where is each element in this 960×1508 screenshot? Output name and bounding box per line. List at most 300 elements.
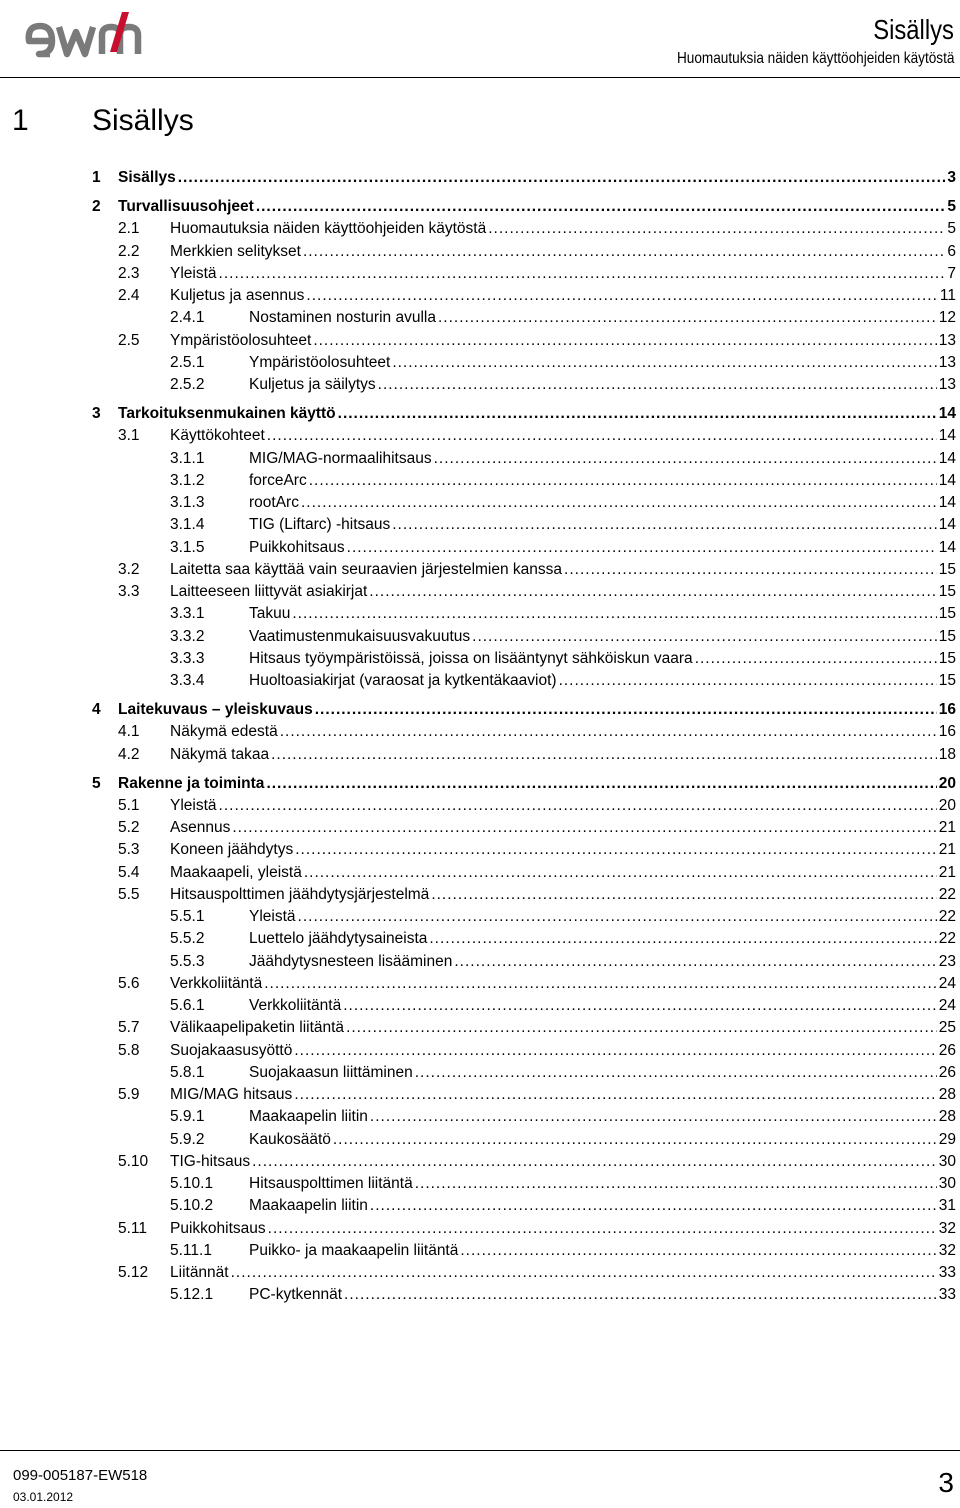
toc-dot-leader bbox=[268, 1219, 937, 1238]
toc-entry-number: 5.10.2 bbox=[170, 1197, 214, 1215]
header-title: Sisällys bbox=[873, 14, 954, 45]
toc-entry-line bbox=[249, 308, 956, 327]
toc-entry-title: Yleistä bbox=[170, 264, 217, 282]
toc-dot-leader bbox=[280, 722, 937, 741]
toc-entry-page: 32 bbox=[938, 1219, 956, 1237]
toc-entry-number: 5.1 bbox=[118, 796, 140, 814]
toc-entry-title: Merkkien selitykset bbox=[170, 242, 301, 260]
logo-text: ewm bbox=[92, 57, 95, 58]
toc-entry-number: 5.2 bbox=[118, 819, 140, 836]
toc-entry-title: Asennus bbox=[170, 819, 231, 836]
toc-entry-title: rootArc bbox=[249, 494, 299, 511]
toc-entry-line bbox=[170, 818, 956, 837]
toc-entry-line bbox=[170, 331, 956, 350]
toc-entry-number: 4.2 bbox=[118, 745, 140, 763]
toc-entry-number: 3.3.3 bbox=[170, 649, 205, 667]
toc-dot-leader bbox=[454, 952, 936, 971]
toc-entry-number: 5.5.1 bbox=[170, 908, 205, 925]
toc-entry-number: 5.6 bbox=[118, 974, 140, 992]
toc-entry-number: 5.6.1 bbox=[170, 997, 205, 1014]
toc-entry-page: 15 bbox=[938, 649, 956, 667]
toc-entry-page: 31 bbox=[938, 1197, 956, 1215]
toc-entry-page: 30 bbox=[938, 1152, 956, 1170]
toc-dot-leader bbox=[303, 242, 945, 261]
toc-entry-number: 5.9.2 bbox=[170, 1130, 205, 1148]
toc-entry[interactable] bbox=[0, 625, 960, 647]
toc-dot-leader bbox=[306, 286, 937, 305]
toc-entry-page: 13 bbox=[938, 376, 956, 393]
toc-entry-title: MIG/MAG-normaalihitsaus bbox=[249, 449, 432, 467]
toc-entry-page: 14 bbox=[938, 538, 956, 556]
chapter-title: Sisällys bbox=[92, 104, 194, 137]
toc-entry[interactable] bbox=[0, 284, 960, 306]
toc-entry-number: 3.3.2 bbox=[170, 627, 205, 645]
toc-entry-title: forceArc bbox=[249, 471, 307, 489]
toc-dot-leader bbox=[292, 604, 936, 623]
toc-entry-number: 3.3.4 bbox=[170, 672, 205, 689]
toc-entry-page: 14 bbox=[938, 471, 956, 489]
toc-entry-page: 23 bbox=[938, 952, 956, 970]
toc-entry-title: Puikko- ja maakaapelin liitäntä bbox=[249, 1241, 459, 1259]
toc-entry-line bbox=[249, 671, 956, 690]
toc-entry-title: Jäähdytysnesteen lisääminen bbox=[249, 952, 453, 970]
toc-entry-line bbox=[249, 604, 956, 623]
toc-entry-page: 14 bbox=[938, 405, 956, 422]
toc-entry-page: 29 bbox=[938, 1130, 956, 1148]
toc-entry-title: Sisällys bbox=[118, 169, 176, 186]
toc-entry-line bbox=[170, 264, 956, 283]
toc-entry-line bbox=[249, 1130, 956, 1149]
toc-entry-number: 2.4 bbox=[118, 287, 140, 304]
toc-entry-number: 5.12 bbox=[118, 1264, 149, 1281]
toc-entry[interactable] bbox=[0, 794, 960, 816]
toc-entry-title: Laitetta saa käyttää vain seuraavien järjestelmien kanssa bbox=[170, 560, 563, 578]
toc-entry[interactable] bbox=[0, 306, 960, 328]
toc-entry-line bbox=[249, 375, 956, 394]
toc-entry-line bbox=[249, 538, 956, 557]
toc-dot-leader bbox=[438, 308, 937, 327]
toc-entry-line bbox=[249, 907, 956, 926]
toc-dot-leader bbox=[460, 1241, 936, 1260]
toc-entry[interactable] bbox=[0, 743, 960, 765]
toc-dot-leader bbox=[344, 1285, 937, 1304]
toc-entry-line bbox=[249, 1241, 956, 1260]
toc-entry-title: Huoltoasiakirjat (varaosat ja kytkentäkaaviot) bbox=[249, 672, 557, 689]
toc-entry-line bbox=[170, 286, 956, 305]
toc-entry-line bbox=[170, 426, 956, 445]
toc-entry[interactable] bbox=[0, 195, 960, 217]
toc-entry[interactable] bbox=[0, 558, 960, 580]
toc-entry[interactable] bbox=[0, 1172, 960, 1194]
toc-entry[interactable] bbox=[0, 1239, 960, 1261]
toc-entry-page: 20 bbox=[938, 774, 956, 792]
toc-entry[interactable] bbox=[0, 329, 960, 351]
toc-entry[interactable] bbox=[0, 447, 960, 469]
toc-entry-number: 1 bbox=[92, 169, 101, 186]
toc-dot-leader bbox=[295, 840, 937, 859]
toc-entry-number: 5.7 bbox=[118, 1019, 140, 1037]
toc-entry[interactable] bbox=[0, 905, 960, 927]
toc-entry-page: 24 bbox=[938, 997, 956, 1014]
toc-entry-title: Hitsauspolttimen jäähdytysjärjestelmä bbox=[170, 885, 430, 903]
toc-entry-line bbox=[118, 700, 956, 719]
toc-entry-title: Huomautuksia näiden käyttöohjeiden käytöstä bbox=[170, 220, 487, 238]
toc-entry-line bbox=[118, 404, 956, 423]
toc-entry-page: 5 bbox=[947, 198, 956, 215]
toc-entry[interactable] bbox=[0, 698, 960, 720]
toc-entry[interactable] bbox=[0, 647, 960, 669]
toc-entry[interactable] bbox=[0, 927, 960, 949]
toc-dot-leader bbox=[338, 404, 937, 423]
toc-entry-number: 2.5.1 bbox=[170, 353, 205, 371]
toc-entry[interactable] bbox=[0, 994, 960, 1016]
toc-entry-page: 15 bbox=[938, 605, 956, 623]
toc-entry-line bbox=[249, 1196, 956, 1215]
toc-entry-title: Kuljetus ja asennus bbox=[170, 287, 305, 304]
toc-entry-title: MIG/MAG hitsaus bbox=[170, 1086, 293, 1103]
footer-date: 03.01.2012 bbox=[13, 1490, 74, 1504]
header-subtitle: Huomautuksia näiden käyttöohjeiden käytöstä bbox=[676, 50, 954, 67]
toc-entry-page: 14 bbox=[938, 427, 956, 445]
toc-entry-number: 4.1 bbox=[118, 723, 140, 741]
toc-entry-page: 3 bbox=[947, 169, 956, 186]
toc-entry[interactable] bbox=[0, 351, 960, 373]
toc-entry-line bbox=[249, 952, 956, 971]
toc-entry[interactable] bbox=[0, 602, 960, 624]
toc-dot-leader bbox=[232, 818, 936, 837]
toc-entry[interactable] bbox=[0, 513, 960, 535]
toc-entry-page: 22 bbox=[938, 908, 956, 925]
toc-entry-number: 5.8.1 bbox=[170, 1063, 205, 1081]
toc-entry-title: Puikkohitsaus bbox=[170, 1219, 266, 1237]
toc-dot-leader bbox=[219, 264, 946, 283]
toc-entry-page: 13 bbox=[938, 353, 956, 371]
toc-entry[interactable] bbox=[0, 816, 960, 838]
toc-entry-line bbox=[249, 1107, 956, 1126]
toc-entry-number: 5.10 bbox=[118, 1152, 149, 1170]
toc-entry-number: 3.1.4 bbox=[170, 516, 205, 534]
toc-entry-number: 5.4 bbox=[118, 863, 140, 881]
toc-entry-page: 5 bbox=[947, 220, 956, 238]
toc-dot-leader bbox=[333, 1130, 937, 1149]
toc-entry[interactable] bbox=[0, 166, 960, 188]
toc-entry-title: Välikaapelipaketin liitäntä bbox=[170, 1019, 345, 1037]
toc-entry-number: 2.1 bbox=[118, 220, 140, 238]
toc-entry-number: 3.1 bbox=[118, 427, 140, 445]
toc-entry-title: Hitsauspolttimen liitäntä bbox=[249, 1175, 413, 1192]
toc-entry-line bbox=[249, 449, 956, 468]
toc-entry-title: Ympäristöolosuhteet bbox=[170, 331, 312, 349]
toc-entry-number: 3.1.2 bbox=[170, 471, 205, 489]
toc-entry-line bbox=[170, 1263, 956, 1282]
toc-entry-line bbox=[170, 974, 956, 993]
toc-entry-line bbox=[170, 242, 956, 261]
toc-entry-title: Hitsaus työympäristöissä, joissa on lisääntynyt sähköiskun vaara bbox=[249, 649, 693, 667]
toc-entry-line bbox=[170, 582, 956, 601]
toc-entry-title: Verkkoliitäntä bbox=[249, 997, 342, 1014]
toc-entry[interactable] bbox=[0, 580, 960, 602]
toc-entry-title: Yleistä bbox=[249, 908, 296, 925]
toc-entry-page: 28 bbox=[938, 1108, 956, 1126]
toc-dot-leader bbox=[346, 1018, 937, 1037]
toc-entry[interactable] bbox=[0, 838, 960, 860]
toc-entry-page: 13 bbox=[938, 331, 956, 349]
toc-entry-number: 5.8 bbox=[118, 1041, 140, 1059]
toc-entry-title: TIG-hitsaus bbox=[170, 1152, 251, 1170]
toc-entry-line bbox=[170, 1085, 956, 1104]
toc-entry-title: Kaukosäätö bbox=[249, 1130, 331, 1148]
toc-entry[interactable] bbox=[0, 1150, 960, 1172]
toc-dot-leader bbox=[347, 538, 937, 557]
toc-entry-number: 2 bbox=[92, 198, 101, 215]
toc-dot-leader bbox=[315, 700, 937, 719]
toc-entry-line bbox=[249, 1174, 956, 1193]
toc-entry-line bbox=[170, 1152, 956, 1171]
header-divider bbox=[0, 77, 960, 78]
toc-entry-line bbox=[249, 1063, 956, 1082]
toc-entry-number: 5.11.1 bbox=[170, 1241, 212, 1259]
toc-entry-number: 2.4.1 bbox=[170, 309, 205, 327]
toc-entry-page: 26 bbox=[938, 1063, 956, 1081]
toc-entry-title: Maakaapeli, yleistä bbox=[170, 863, 302, 881]
toc-entry-line bbox=[118, 197, 956, 216]
toc-entry-title: Suojakaasun liittäminen bbox=[249, 1063, 413, 1081]
toc-entry-title: Nostaminen nosturin avulla bbox=[249, 309, 436, 327]
toc-entry-page: 21 bbox=[938, 841, 956, 859]
toc-entry-line bbox=[170, 863, 956, 882]
toc-entry-title: Näkymä edestä bbox=[170, 723, 278, 741]
toc-entry-line bbox=[118, 774, 956, 793]
toc-entry[interactable] bbox=[0, 972, 960, 994]
toc-entry-number: 2.5 bbox=[118, 331, 140, 349]
toc-entry-number: 3.1.3 bbox=[170, 494, 205, 511]
toc-dot-leader bbox=[488, 219, 945, 238]
toc-entry-title: Näkymä takaa bbox=[170, 745, 270, 763]
toc-entry-title: Vaatimustenmukaisuusvakuutus bbox=[249, 627, 471, 645]
toc-entry-number: 3.3 bbox=[118, 583, 140, 600]
toc-dot-leader bbox=[431, 885, 936, 904]
toc-entry-page: 16 bbox=[938, 701, 956, 718]
toc-entry-title: Tarkoituksenmukainen käyttö bbox=[118, 405, 336, 422]
toc-entry-number: 5.9 bbox=[118, 1086, 140, 1103]
toc-entry[interactable] bbox=[0, 1128, 960, 1150]
toc-dot-leader bbox=[256, 197, 946, 216]
toc-dot-leader bbox=[343, 996, 937, 1015]
toc-entry-line bbox=[170, 796, 956, 815]
toc-entry[interactable] bbox=[0, 669, 960, 691]
toc-entry-page: 26 bbox=[938, 1041, 956, 1059]
toc-entry-page: 30 bbox=[938, 1175, 956, 1192]
toc-entry-page: 32 bbox=[938, 1241, 956, 1259]
toc-entry-line bbox=[249, 649, 956, 668]
toc-entry-line bbox=[170, 219, 956, 238]
toc-entry[interactable] bbox=[0, 373, 960, 395]
ewm-logo bbox=[22, 8, 162, 58]
toc-entry-title: Laitteeseen liittyvät asiakirjat bbox=[170, 583, 368, 600]
toc-entry-number: 5.11 bbox=[118, 1219, 148, 1237]
toc-entry-page: 25 bbox=[938, 1019, 956, 1037]
toc-entry[interactable] bbox=[0, 1016, 960, 1038]
toc-entry-title: Puikkohitsaus bbox=[249, 538, 345, 556]
toc-entry-page: 22 bbox=[938, 885, 956, 903]
toc-entry-page: 14 bbox=[938, 494, 956, 511]
toc-dot-leader bbox=[267, 426, 937, 445]
toc-entry-page: 7 bbox=[947, 264, 956, 282]
toc-entry[interactable] bbox=[0, 720, 960, 742]
toc-entry-page: 6 bbox=[947, 242, 956, 260]
toc-dot-leader bbox=[564, 560, 937, 579]
toc-entry[interactable] bbox=[0, 950, 960, 972]
toc-dot-leader bbox=[264, 974, 937, 993]
toc-dot-leader bbox=[231, 1263, 937, 1282]
toc-entry-page: 11 bbox=[939, 287, 956, 304]
toc-entry-title: Käyttökohteet bbox=[170, 427, 265, 445]
toc-entry-line bbox=[170, 1018, 956, 1037]
toc-entry-number: 5 bbox=[92, 774, 101, 792]
toc-entry[interactable] bbox=[0, 469, 960, 491]
toc-entry-number: 3.1.1 bbox=[170, 449, 205, 467]
toc-entry-line bbox=[249, 471, 956, 490]
toc-dot-leader bbox=[309, 471, 937, 490]
toc-entry-page: 21 bbox=[938, 819, 956, 836]
toc-dot-leader bbox=[429, 929, 936, 948]
toc-entry-line bbox=[170, 1219, 956, 1238]
toc-dot-leader bbox=[559, 671, 937, 690]
toc-entry-title: Koneen jäähdytys bbox=[170, 841, 294, 859]
toc-entry-title: Rakenne ja toiminta bbox=[118, 774, 265, 792]
footer-divider bbox=[0, 1450, 960, 1451]
toc-entry-line bbox=[249, 515, 956, 534]
toc-entry-number: 2.5.2 bbox=[170, 376, 205, 393]
toc-entry[interactable] bbox=[0, 1261, 960, 1283]
toc-entry-number: 3.1.5 bbox=[170, 538, 205, 556]
toc-entry-page: 14 bbox=[938, 449, 956, 467]
toc-entry[interactable] bbox=[0, 861, 960, 883]
toc-entry[interactable] bbox=[0, 262, 960, 284]
toc-entry-line bbox=[170, 722, 956, 741]
toc-entry-number: 4 bbox=[92, 701, 101, 718]
toc-dot-leader bbox=[266, 774, 936, 793]
toc-dot-leader bbox=[294, 1041, 936, 1060]
toc-entry-page: 20 bbox=[938, 796, 956, 814]
toc-entry-number: 5.5 bbox=[118, 885, 140, 903]
toc-entry-page: 15 bbox=[938, 672, 956, 689]
toc-entry-page: 18 bbox=[938, 745, 956, 763]
toc-dot-leader bbox=[392, 353, 936, 372]
table-of-contents bbox=[0, 166, 960, 1306]
toc-entry-title: Turvallisuusohjeet bbox=[118, 198, 254, 215]
toc-entry[interactable] bbox=[0, 1105, 960, 1127]
toc-dot-leader bbox=[178, 168, 946, 187]
toc-entry-page: 33 bbox=[938, 1286, 956, 1304]
toc-entry-title: Ympäristöolosuhteet bbox=[249, 353, 391, 371]
toc-dot-leader bbox=[294, 1085, 936, 1104]
toc-entry-number: 5.12.1 bbox=[170, 1286, 214, 1304]
toc-entry-line bbox=[170, 885, 956, 904]
toc-entry[interactable] bbox=[0, 424, 960, 446]
toc-dot-leader bbox=[252, 1152, 937, 1171]
toc-entry[interactable] bbox=[0, 1061, 960, 1083]
toc-entry[interactable] bbox=[0, 1039, 960, 1061]
toc-entry[interactable] bbox=[0, 491, 960, 513]
toc-entry-title: PC-kytkennät bbox=[249, 1286, 343, 1304]
toc-entry-page: 15 bbox=[938, 627, 956, 645]
footer-doc-number: 099-005187-EW518 bbox=[13, 1467, 148, 1484]
toc-entry[interactable] bbox=[0, 240, 960, 262]
toc-entry-number: 5.9.1 bbox=[170, 1108, 205, 1126]
toc-entry-page: 22 bbox=[938, 930, 956, 948]
toc-dot-leader bbox=[415, 1063, 937, 1082]
toc-entry-line bbox=[249, 996, 956, 1015]
toc-entry-page: 14 bbox=[938, 516, 956, 534]
footer-page-number: 3 bbox=[938, 1467, 954, 1498]
toc-entry-title: Luettelo jäähdytysaineista bbox=[249, 930, 428, 948]
toc-entry-line bbox=[249, 1285, 956, 1304]
toc-entry-title: Liitännät bbox=[170, 1264, 229, 1281]
toc-entry[interactable] bbox=[0, 536, 960, 558]
toc-entry[interactable] bbox=[0, 402, 960, 424]
chapter-number: 1 bbox=[12, 104, 29, 137]
toc-entry-title: Kuljetus ja säilytys bbox=[249, 376, 376, 393]
toc-entry-line bbox=[249, 627, 956, 646]
toc-entry[interactable] bbox=[0, 217, 960, 239]
toc-entry-page: 15 bbox=[938, 583, 956, 600]
toc-dot-leader bbox=[392, 515, 937, 534]
toc-dot-leader bbox=[301, 493, 937, 512]
toc-dot-leader bbox=[271, 745, 937, 764]
toc-entry-line bbox=[170, 1041, 956, 1060]
toc-entry-line bbox=[170, 745, 956, 764]
toc-entry-page: 21 bbox=[938, 863, 956, 881]
toc-entry-number: 5.5.3 bbox=[170, 952, 205, 970]
toc-entry-number: 3.3.1 bbox=[170, 605, 205, 623]
toc-entry-page: 16 bbox=[938, 723, 956, 741]
toc-entry-title: Suojakaasusyöttö bbox=[170, 1041, 293, 1059]
toc-entry-title: Verkkoliitäntä bbox=[170, 974, 263, 992]
toc-dot-leader bbox=[378, 375, 937, 394]
toc-entry-line bbox=[118, 168, 956, 187]
toc-entry-number: 3 bbox=[92, 405, 101, 422]
toc-entry[interactable] bbox=[0, 883, 960, 905]
toc-entry[interactable] bbox=[0, 1217, 960, 1239]
toc-dot-leader bbox=[472, 627, 937, 646]
toc-entry[interactable] bbox=[0, 1194, 960, 1216]
toc-dot-leader bbox=[434, 449, 937, 468]
toc-entry[interactable] bbox=[0, 1283, 960, 1305]
toc-entry-line bbox=[170, 560, 956, 579]
toc-entry-line bbox=[170, 840, 956, 859]
toc-dot-leader bbox=[369, 582, 936, 601]
toc-entry[interactable] bbox=[0, 1083, 960, 1105]
toc-entry-number: 5.3 bbox=[118, 841, 140, 859]
toc-dot-leader bbox=[695, 649, 937, 668]
toc-entry-number: 2.2 bbox=[118, 242, 140, 260]
toc-entry-page: 12 bbox=[938, 309, 956, 327]
toc-entry-title: Maakaapelin liitin bbox=[249, 1197, 368, 1215]
toc-dot-leader bbox=[415, 1174, 937, 1193]
toc-entry-page: 33 bbox=[938, 1264, 956, 1281]
toc-entry-page: 24 bbox=[938, 974, 956, 992]
toc-entry-number: 5.5.2 bbox=[170, 930, 205, 948]
toc-entry-number: 5.10.1 bbox=[170, 1175, 214, 1192]
toc-entry-title: TIG (Liftarc) -hitsaus bbox=[249, 516, 391, 534]
toc-dot-leader bbox=[370, 1107, 937, 1126]
toc-entry-line bbox=[249, 353, 956, 372]
toc-entry-title: Maakaapelin liitin bbox=[249, 1108, 368, 1126]
toc-entry-page: 28 bbox=[938, 1086, 956, 1103]
toc-dot-leader bbox=[298, 907, 937, 926]
toc-entry[interactable] bbox=[0, 772, 960, 794]
